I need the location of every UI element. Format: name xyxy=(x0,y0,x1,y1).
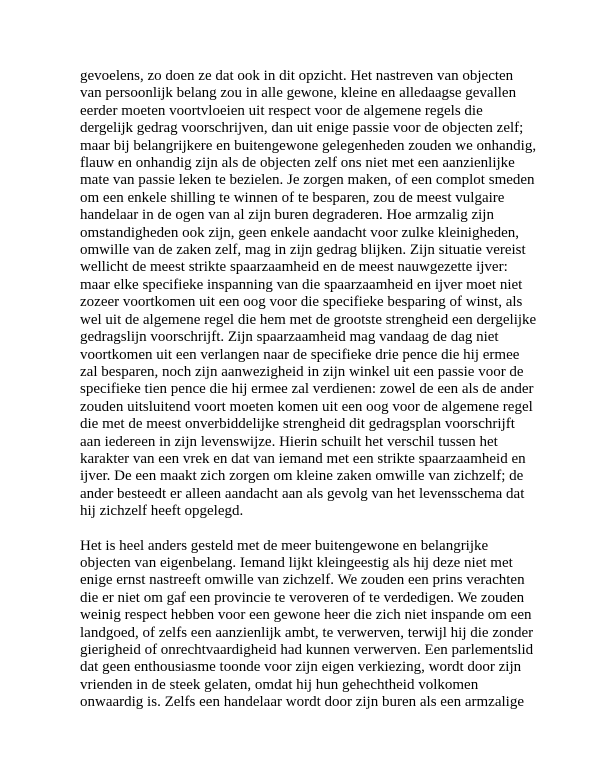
text-line: objecten van eigenbelang. Iemand lijkt kleingeestig als hij deze niet met xyxy=(80,554,513,571)
text-line: dat geen enthousiasme toonde voor zijn eigen verkiezing, wordt door zijn xyxy=(80,659,522,676)
text-line: van persoonlijk belang zou in alle gewone, kleine en alledaagse gevallen xyxy=(80,85,517,102)
text-line: handelaar in de ogen van al zijn buren degraderen. Hoe armzalig zijn xyxy=(80,207,494,224)
text-line: zozeer voortkomen uit een oog voor die specifieke besparing of winst, als xyxy=(80,294,523,311)
text-line: gierigheid of onrechtvaardigheid had kunnen verwerven. Een parlementslid xyxy=(80,642,534,658)
text-line: onwaardig is. Zelfs een handelaar wordt door zijn buren als een armzalige xyxy=(80,694,524,711)
text-line: omwille van de zaken zelf, mag in zijn gedrag blijken. Zijn situatie vereist xyxy=(80,242,526,259)
text-line: zouden uitsluitend voort moeten komen uit een oog voor de algemene regel xyxy=(80,398,533,415)
paragraph-2 xyxy=(80,537,534,712)
text-line: maar bij belangrijkere en buitengewone gelegenheden zouden we onhandig, xyxy=(80,137,537,154)
text-line: aan iedereen in zijn levenswijze. Hierin schuilt het verschil tussen het xyxy=(80,433,498,450)
text-line: vrienden in de steek gelaten, omdat hij hun gehechtheid volkomen xyxy=(80,676,479,693)
text-line: zal besparen, noch zijn aanwezigheid in zijn winkel uit een passie voor de xyxy=(80,363,524,380)
text-line: die er niet om gaf een provincie te veroveren of te verdedigen. We zouden xyxy=(80,589,525,606)
text-line: wellicht de meest strikte spaarzaamheid en de meest nauwgezette ijver: xyxy=(80,259,508,276)
document-page xyxy=(80,68,537,712)
text-line: maar elke specifieke inspanning van die spaarzaamheid en ijver moet niet xyxy=(80,276,523,293)
text-line: flauw en onhandig zijn als de objecten zelf ons niet met een aanzienlijke xyxy=(80,155,515,172)
text-line: wel uit de algemene regel die hem met de grootste strengheid een dergelijke xyxy=(80,311,537,328)
text-line: eerder moeten voortvloeien uit respect voor de algemene regels die xyxy=(80,102,483,119)
text-line: weinig respect hebben voor een gewone heer die zich niet inspande om een xyxy=(80,607,532,624)
text-line: karakter van een vrek en dat van iemand met een strikte spaarzaamheid en xyxy=(80,450,526,467)
text-line: dergelijk gedrag voorschrijven, dan uit enige passie voor de objecten zelf; xyxy=(80,120,524,137)
text-line: gedragslijn voorschrijft. Zijn spaarzaamheid mag vandaag de dag niet xyxy=(80,329,499,346)
text-line: Het is heel anders gesteld met de meer buitengewone en belangrijke xyxy=(80,537,489,554)
text-line: landgoed, of zelfs een aanzienlijk ambt, te verwerven, terwijl hij die zonder xyxy=(80,624,534,641)
text-line: die met de meest onverbiddelijke strengheid dit gedragsplan voorschrijft xyxy=(80,416,515,433)
text-line: gevoelens, zo doen ze dat ook in dit opzicht. Het nastreven van objecten xyxy=(80,68,514,84)
text-line: specifieke tien pence die hij ermee zal verdienen: zowel de een als de ander xyxy=(80,381,534,398)
text-line: omstandigheden ook zijn, geen enkele aandacht voor zulke kleinigheden, xyxy=(80,224,520,241)
text-line: om een enkele shilling te winnen of te besparen, zou de meest vulgaire xyxy=(80,189,505,206)
text-line: ijver. De een maakt zich zorgen om kleine zaken omwille van zichzelf; de xyxy=(80,468,524,485)
text-line: enige ernst nastreeft omwille van zichzelf. We zouden een prins verachten xyxy=(80,572,525,589)
text-line: mate van passie leken te bezielen. Je zorgen maken, of een complot smeden xyxy=(80,172,535,189)
text-line: ander besteedt er alleen aandacht aan als gevolg van het levensschema dat xyxy=(80,485,525,502)
text-line: voortkomen uit een verlangen naar de specifieke drie pence die hij ermee xyxy=(80,346,520,363)
text-line: hij zichzelf heeft opgelegd. xyxy=(80,503,244,520)
paragraph-1 xyxy=(80,68,537,521)
